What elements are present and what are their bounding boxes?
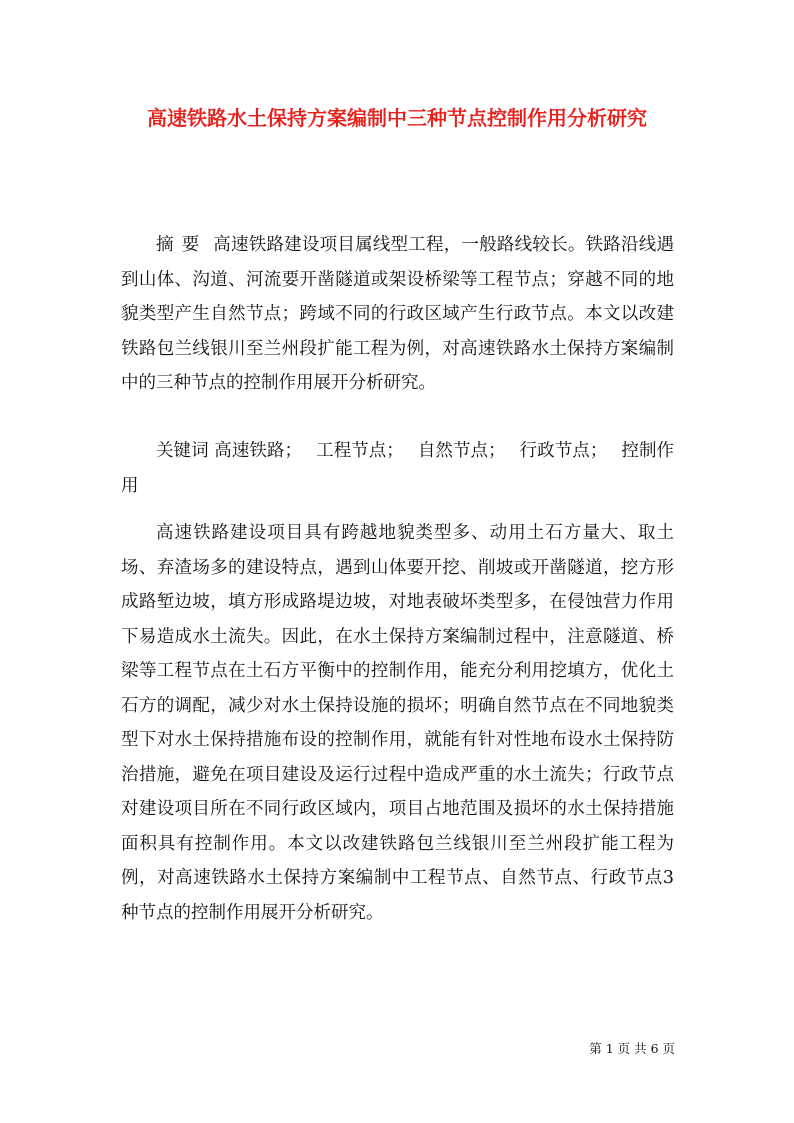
keyword-item: 自然节点； bbox=[417, 441, 506, 461]
abstract-label: 摘要 bbox=[156, 235, 208, 255]
keyword-item: 工程节点； bbox=[316, 441, 404, 461]
document-title: 高速铁路水土保持方案编制中三种节点控制作用分析研究 bbox=[147, 106, 647, 130]
page-number: 第 1 页 共 6 页 bbox=[589, 1041, 675, 1056]
keyword-item: 高速铁路； bbox=[214, 441, 303, 461]
keywords-paragraph bbox=[121, 434, 674, 503]
keyword-item: 控制作用 bbox=[121, 441, 675, 496]
body-paragraph: 高速铁路建设项目具有跨越地貌类型多、动用土石方量大、取土场、弃渣场多的建设特点，遇到山体要开挖、削坡或开凿隧道，挖方形成路堑边坡，填方形成路堤边坡，对地表破坏类型多，在侵蚀营力作用下易造成水土流失。因此，在水土保持方案编制过程中，注意隧道、桥梁等工程节点在土石方平衡中的控制作用，能充分利用挖填方，优化土石方的调配，减少对水土保持设施的损坏；明确自然节点在不同地貌类型下对水土保持措施布设的控制作用，就能有针对性地布设水土保持防治措施，避免在项目建设及运行过程中造成严重的水土流失；行政节点对建设项目所在不同行政区域内，项目占地范围及损坏的水土保持措施面积具有控制作用。本文以改建铁路包兰线银川至兰州段扩能工程为例，对高速铁路水土保持方案编制中工程节点、自然节点、行政节点3种节点的控制作用展开分析研究。 bbox=[121, 523, 674, 923]
abstract-text: 高速铁路建设项目属线型工程，一般路线较长。铁路沿线遇到山体、沟道、河流要开凿隧道或架设桥梁等工程节点；穿越不同的地貌类型产生自然节点；跨域不同的行政区域产生行政节点。本文以改建铁路包兰线银川至兰州段扩能工程为例，对高速铁路水土保持方案编制中的三种节点的控制作用展开分析研究。 bbox=[121, 235, 674, 393]
abstract-paragraph bbox=[121, 228, 674, 401]
keyword-item: 行政节点； bbox=[519, 441, 608, 461]
keywords-label: 关键词 bbox=[156, 441, 209, 461]
